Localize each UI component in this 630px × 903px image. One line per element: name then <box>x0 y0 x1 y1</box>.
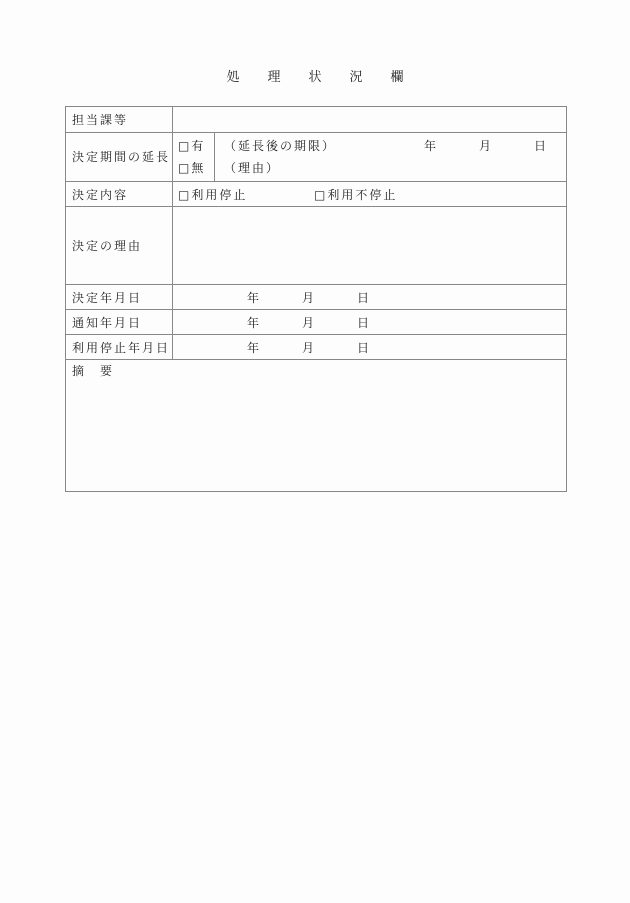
title-char: 欄 <box>390 70 404 85</box>
processing-status-table <box>65 106 567 492</box>
stop-date-label: 利用停止年月日 <box>72 341 171 355</box>
decision-reason-label: 決定の理由 <box>72 239 143 253</box>
notice-date-year: 年 <box>247 316 262 330</box>
extension-label: 決定期間の延長 <box>72 150 171 164</box>
title-char: 状 <box>308 70 322 85</box>
notice-date-label: 通知年月日 <box>72 316 143 330</box>
usage-stop-checkbox[interactable]: □利用停止 <box>178 188 248 202</box>
title-char: 処 <box>226 70 240 85</box>
decision-date-year: 年 <box>247 291 262 305</box>
deadline-day: 日 <box>534 139 549 153</box>
summary-label: 摘 要 <box>72 364 115 378</box>
extension-yes-checkbox[interactable]: □有 <box>178 139 206 153</box>
usage-no-stop-checkbox[interactable]: □利用不停止 <box>314 188 398 202</box>
decision-content-label: 決定内容 <box>72 188 129 202</box>
column-divider <box>214 132 215 181</box>
row-divider <box>66 132 566 133</box>
notice-date-month: 月 <box>302 316 317 330</box>
decision-date-month: 月 <box>302 291 317 305</box>
department-field[interactable] <box>173 107 566 132</box>
deadline-year: 年 <box>424 139 439 153</box>
decision-reason-field[interactable] <box>173 207 566 284</box>
row-divider <box>66 181 566 182</box>
extended-deadline-label: （延長後の期限） <box>224 139 337 153</box>
title-char: 況 <box>349 70 363 85</box>
stop-date-month: 月 <box>302 341 317 355</box>
decision-date-day: 日 <box>357 291 372 305</box>
notice-date-day: 日 <box>357 316 372 330</box>
summary-field[interactable] <box>66 380 566 490</box>
deadline-month: 月 <box>479 139 494 153</box>
row-divider <box>66 334 566 335</box>
row-divider <box>66 284 566 285</box>
stop-date-year: 年 <box>247 341 262 355</box>
stop-date-day: 日 <box>357 341 372 355</box>
page-title <box>0 66 630 85</box>
decision-date-label: 決定年月日 <box>72 291 143 305</box>
extension-no-checkbox[interactable]: □無 <box>178 161 206 175</box>
title-char: 理 <box>267 70 281 85</box>
department-label: 担当課等 <box>72 113 129 127</box>
row-divider <box>66 309 566 310</box>
row-divider <box>66 359 566 360</box>
extension-reason-label: （理由） <box>224 161 281 175</box>
